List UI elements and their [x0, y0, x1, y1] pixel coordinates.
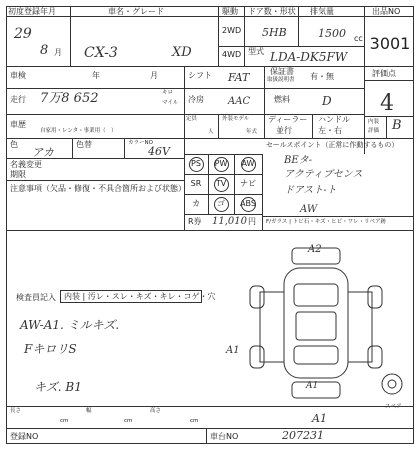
hw-cooling: AAC [228, 96, 251, 107]
name-grade-label: 車名・グレード [108, 7, 164, 16]
hw-chassis-no: 207231 [282, 429, 324, 442]
sales-categories: F/ガラス | トビ石・キズ・ヒビ・ワレ・リペア跡 [266, 219, 386, 225]
equip-tv: TV [215, 179, 227, 188]
hw-displacement: 1500 [318, 27, 346, 40]
dealer-label: ディーラー [268, 115, 308, 124]
interior-grade-label: 評価 [368, 128, 380, 134]
cooling-label: 冷房 [188, 95, 204, 104]
warranty-label: 保証書 [270, 67, 294, 76]
period-label: 期限 [10, 170, 26, 179]
hw-color: アカ [32, 146, 54, 159]
height-label: 高さ [150, 408, 162, 414]
equip-navi: ナビ [240, 179, 256, 188]
handle-label: ハンドル [318, 115, 350, 124]
yen-unit: 円 [248, 217, 256, 226]
equip-ps: PS [191, 159, 201, 168]
handle-value: 左・右 [318, 126, 342, 135]
damage-a1-bottom: A1 [312, 412, 327, 425]
shaken-label: 車検 [10, 71, 26, 80]
r-ticket-label: R券 [188, 217, 202, 226]
inspector-items: 内装 | 汚レ・スレ・キズ・キレ・コゲ・穴 [64, 292, 216, 301]
shift-label: シフト [188, 71, 212, 80]
sales-point-3: ドアスト-ト [284, 185, 337, 196]
caution-label: 注意事項（欠品・修復・不具合箇所および状態） [10, 184, 186, 193]
inspector-label: 検査員記入 [16, 293, 56, 302]
hw-fuel: D [322, 94, 332, 108]
hw-mileage: 7万8 652 [40, 91, 99, 106]
hw-color-code: 46V [148, 145, 170, 158]
length-label: 長さ [10, 408, 22, 414]
equip-pw: PW [214, 159, 228, 168]
hw-year: 29 [14, 26, 32, 42]
spare-label: スペア [385, 404, 402, 410]
person-label: 人 [208, 129, 214, 135]
warranty-value: 有・無 [310, 72, 334, 81]
mileage-label: 走行 [10, 95, 26, 104]
equip-sr: SR [190, 179, 202, 188]
hw-car-name: CX-3 [84, 45, 118, 61]
hw-grade: XD [172, 45, 192, 60]
width-unit: cm [124, 418, 133, 424]
hw-note-3: キズ. B1 [34, 380, 82, 394]
hw-interior-grade: B [392, 118, 402, 133]
lot-number: 3001 [369, 34, 411, 53]
year-label: 年 [92, 71, 100, 80]
hw-note-1: AW-A1. ミルキズ. [20, 318, 120, 332]
score-label: 評価点 [372, 69, 396, 78]
hw-shift: FAT [228, 71, 250, 84]
history-options: 自家用・レンタ・事業用（ ） [40, 128, 117, 134]
equip-abs: ABS [240, 199, 256, 208]
sales-title: セールスポイント（正常に作動するもの） [266, 141, 399, 149]
equip-ka: カ [192, 199, 200, 208]
mile-unit: マイル [162, 100, 179, 106]
length-unit: cm [60, 418, 69, 424]
hw-model: LDA-DK5FW [270, 50, 348, 64]
fuel-label: 燃料 [274, 95, 290, 104]
exterior-model-label: 外装モデル [222, 116, 250, 122]
capacity-label: 定員 [186, 116, 198, 122]
month-suffix: 月 [54, 48, 62, 57]
sales-point-2: アクティブセンス [284, 169, 363, 180]
cc-unit: cc [354, 34, 363, 43]
equip-go: ゴ [217, 199, 225, 208]
month-label: 月 [150, 71, 158, 80]
history-label: 車歴 [10, 120, 26, 129]
doors-shape-label: ドア数・形状 [248, 7, 296, 16]
lot-no-label: 出品NO [372, 7, 401, 16]
km-unit: キロ [162, 90, 174, 96]
equip-aw: AW [241, 159, 255, 168]
year-model-label: 年式 [246, 129, 258, 135]
hw-doors: 5HB [262, 26, 287, 39]
displacement-label: 排気量 [310, 7, 334, 16]
chassis-no-label: 車台NO [210, 432, 239, 441]
first-reg-label: 初度登録年月 [8, 7, 56, 16]
4wd-label: 4WD [222, 50, 242, 59]
hw-note-2: FキロリS [24, 342, 77, 356]
color-label: 色 [10, 140, 18, 149]
manual-label: 取扱説明書 [267, 77, 295, 83]
color-no-label: カラーNO [128, 140, 153, 146]
parallel-label: 並行 [276, 126, 292, 135]
interior-label: 内装 [368, 119, 380, 125]
width-label: 幅 [86, 408, 92, 414]
color-change-label: 色替 [76, 140, 92, 149]
height-unit: cm [190, 418, 199, 424]
drive-label: 駆動 [222, 7, 238, 16]
damage-a2: A2 [308, 244, 322, 255]
2wd-label: 2WD [222, 26, 242, 35]
hw-month: 8 [40, 43, 49, 58]
hw-score: 4 [380, 91, 394, 116]
sales-point-1: BEタ- [284, 155, 313, 166]
name-change-label: 名義変更 [10, 160, 42, 169]
damage-a1-floor: A1 [306, 381, 319, 391]
sales-point-4: AW [300, 204, 318, 215]
damage-a1-left: A1 [226, 345, 240, 356]
reg-no-label: 登録NO [10, 432, 39, 441]
hw-r-ticket: 11,010 [212, 216, 247, 227]
model-label: 型式 [248, 47, 264, 56]
